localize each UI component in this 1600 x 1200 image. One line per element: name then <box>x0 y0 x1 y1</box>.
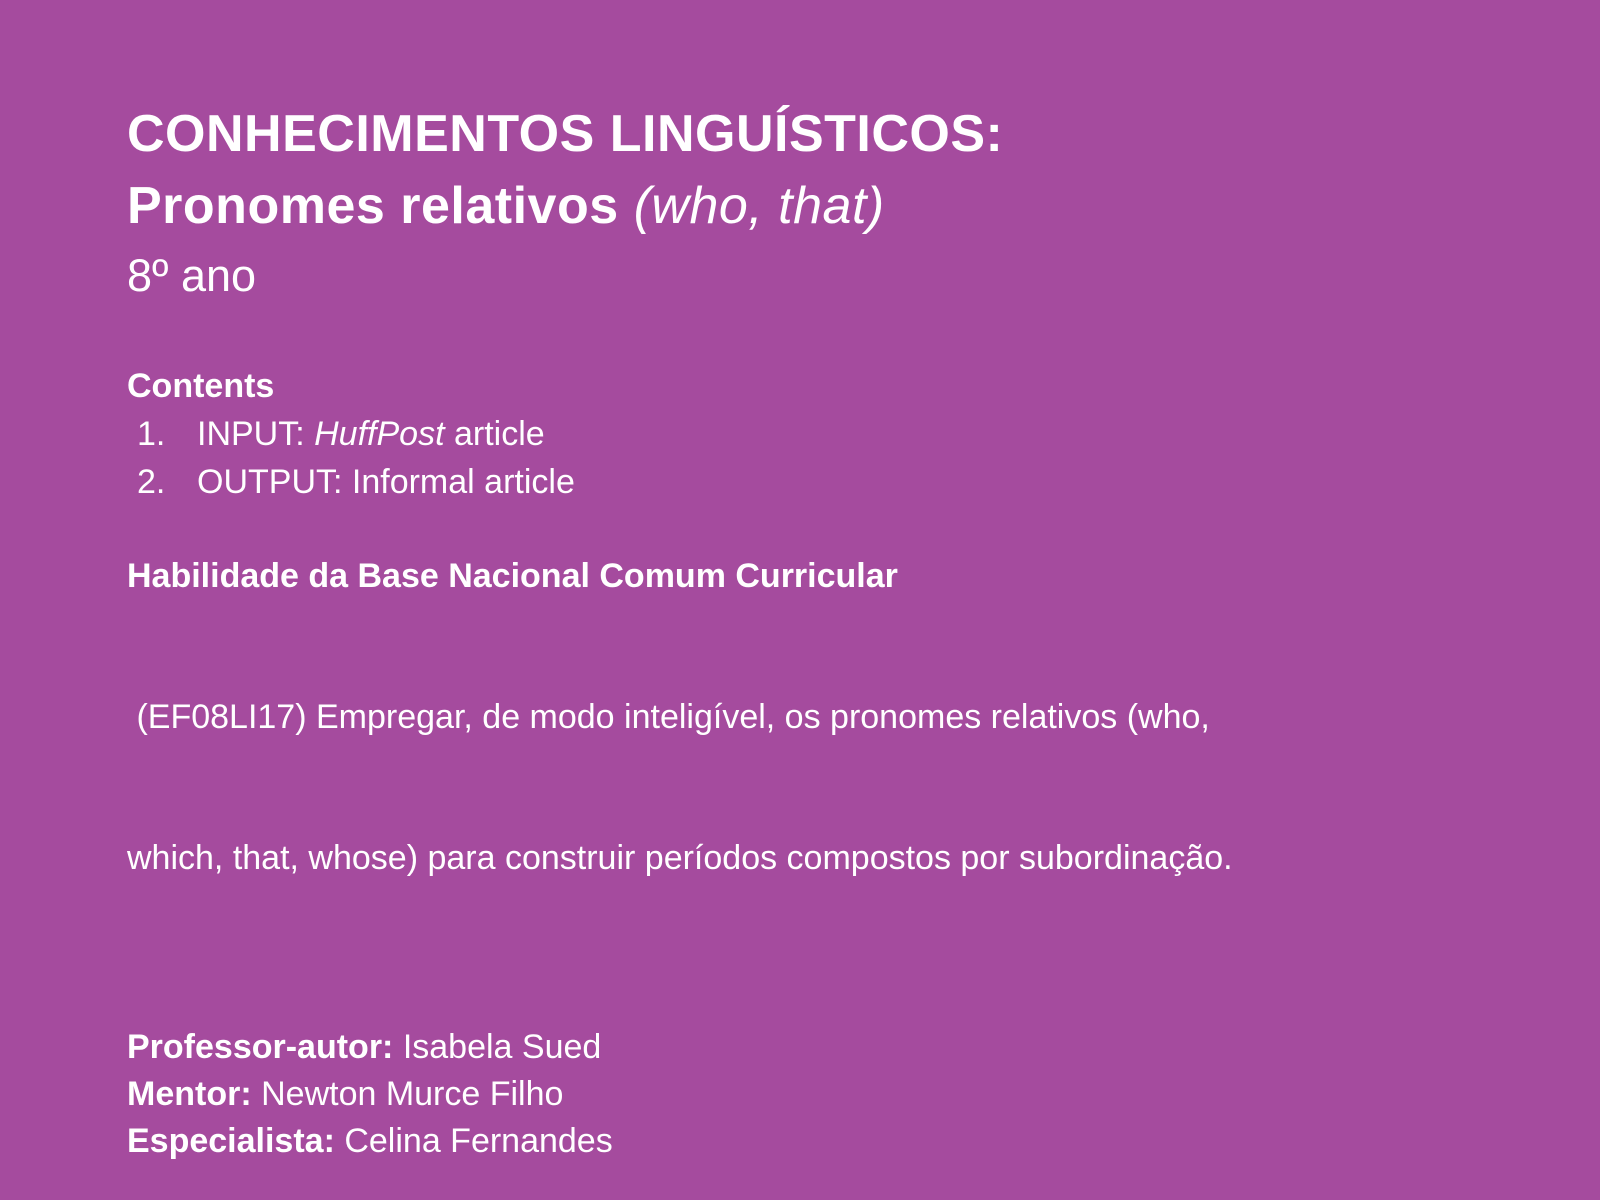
grade-level: 8º ano <box>127 250 257 301</box>
list-item-text-italic: HuffPost <box>314 415 445 453</box>
list-item-number: 1. <box>137 415 166 453</box>
credit-value: Newton Murce Filho <box>251 1075 564 1113</box>
list-item-text <box>197 458 575 506</box>
bncc-skill-section <box>127 552 1480 976</box>
list-item-text-prefix: OUTPUT: Informal article <box>197 463 575 501</box>
list-item <box>127 410 1480 458</box>
slide-title <box>127 98 1480 242</box>
credits-section <box>127 1024 1480 1165</box>
credit-professor-autor <box>127 1024 1480 1071</box>
list-item-text-suffix: article <box>444 415 545 453</box>
slide-title-line2-bold: Pronomes relativos <box>127 177 634 235</box>
bncc-skill-description <box>127 600 1467 976</box>
credit-value: Isabela Sued <box>393 1028 602 1066</box>
bncc-skill-description-line1: (EF08LI17) Empregar, de modo inteligível, os pronomes relativos (who, <box>127 698 1210 736</box>
credit-mentor <box>127 1071 1480 1118</box>
contents-list <box>127 410 1480 506</box>
credit-label: Mentor: <box>127 1075 252 1113</box>
credit-label: Especialista: <box>127 1122 335 1160</box>
bncc-skill-heading: Habilidade da Base Nacional Comum Curricular <box>127 557 898 595</box>
credit-especialista <box>127 1118 1480 1165</box>
slide-title-line2-italic: (who, that) <box>633 177 885 235</box>
list-item-number: 2. <box>137 463 166 501</box>
contents-heading: Contents <box>127 367 275 405</box>
bncc-skill-description-line2: which, that, whose) para construir períodos compostos por subordinação. <box>127 839 1233 877</box>
list-item <box>127 458 1480 506</box>
list-item-text-prefix: INPUT: <box>197 415 315 453</box>
contents-section <box>127 362 1480 506</box>
slide-title-line1: CONHECIMENTOS LINGUÍSTICOS: <box>127 105 1004 163</box>
credit-value: Celina Fernandes <box>334 1122 613 1160</box>
list-item-text <box>197 410 545 458</box>
slide-title-line2 <box>127 170 1480 242</box>
credit-label: Professor-autor: <box>127 1028 394 1066</box>
